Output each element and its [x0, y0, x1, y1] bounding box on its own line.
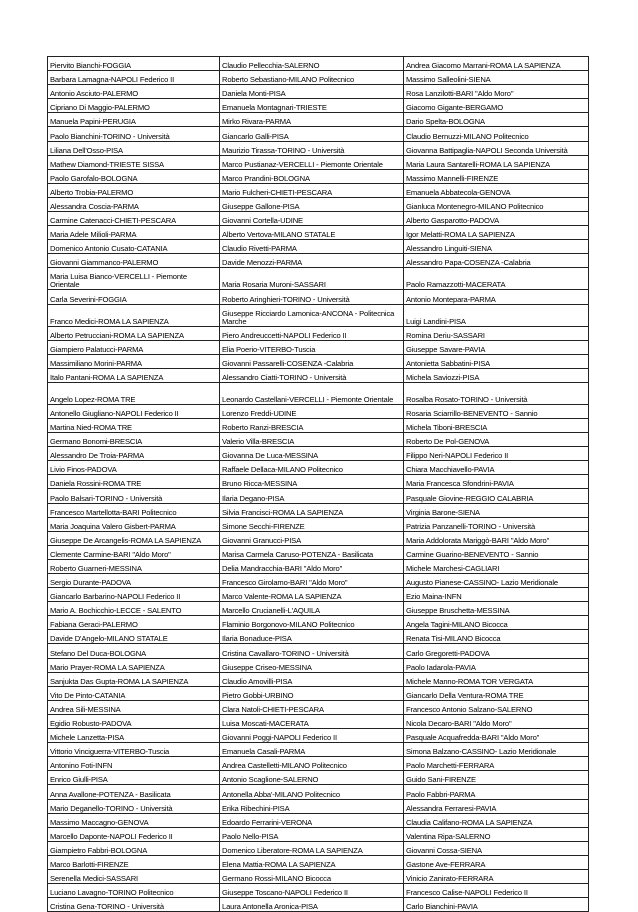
- table-row: [48, 254, 589, 268]
- table-cell: Andrea Giacomo Marrani-ROMA LA SAPIENZA: [404, 57, 589, 71]
- table-row: [48, 169, 589, 183]
- table-cell: Maria Joaquina Valero Gisbert-PARMA: [48, 517, 220, 531]
- table-cell: Michele Marchesi-CAGLIARI: [404, 559, 589, 573]
- table-cell: Antonella Abba'-MILANO Politecnico: [220, 785, 404, 799]
- table-row: [48, 57, 589, 71]
- table-row: [48, 304, 589, 326]
- table-cell: Mathew Diamond-TRIESTE SISSA: [48, 155, 220, 169]
- table-cell: Daniela Monti-PISA: [220, 85, 404, 99]
- names-table-container: [47, 56, 588, 912]
- table-row: [48, 489, 589, 503]
- table-cell: Roberto De Pol-GENOVA: [404, 433, 589, 447]
- table-row: [48, 799, 589, 813]
- table-cell: Flaminio Borgonovo-MILANO Politecnico: [220, 616, 404, 630]
- table-cell: Angela Tagini-MILANO Bicocca: [404, 616, 589, 630]
- table-cell: Antonietta Sabbatini-PISA: [404, 354, 589, 368]
- table-cell: Maria Francesca Sfondrini-PAVIA: [404, 475, 589, 489]
- table-row: [48, 630, 589, 644]
- table-cell: Enrico Giulli-PISA: [48, 771, 220, 785]
- table-cell: Giuseppe De Arcangelis-ROMA LA SAPIENZA: [48, 531, 220, 545]
- table-cell: Pasquale Giovine-REGGIO CALABRIA: [404, 489, 589, 503]
- table-cell: Giuseppe Toscano-NAPOLI Federico II: [220, 884, 404, 898]
- table-cell: Domenico Antonio Cusato-CATANIA: [48, 240, 220, 254]
- table-row: [48, 85, 589, 99]
- table-cell: Emanuela Abbatecola-GENOVA: [404, 183, 589, 197]
- table-cell: Chiara Macchiavello-PAVIA: [404, 461, 589, 475]
- table-row: [48, 99, 589, 113]
- table-cell: Michela Tiboni-BRESCIA: [404, 418, 589, 432]
- table-cell: Mario Fulcheri-CHIETI-PESCARA: [220, 183, 404, 197]
- table-cell: Raffaele Dellaca-MILANO Politecnico: [220, 461, 404, 475]
- table-cell: Luisa Moscati-MACERATA: [220, 714, 404, 728]
- table-cell: Roberto Ranzi-BRESCIA: [220, 418, 404, 432]
- table-cell: Giancarlo Della Ventura-ROMA TRE: [404, 686, 589, 700]
- table-cell: Giovanni Passarelli-COSENZA -Calabria: [220, 354, 404, 368]
- table-cell: Alessandro Linguiti-SIENA: [404, 240, 589, 254]
- table-cell: Paolo Marchetti-FERRARA: [404, 757, 589, 771]
- table-cell: Cristina Gena-TORINO - Università: [48, 898, 220, 912]
- table-row: [48, 183, 589, 197]
- table-cell: Giancarlo Barbarino-NAPOLI Federico II: [48, 588, 220, 602]
- table-cell: Patrizia Panzanelli-TORINO - Università: [404, 517, 589, 531]
- table-cell: Franco Medici-ROMA LA SAPIENZA: [48, 304, 220, 326]
- table-row: [48, 841, 589, 855]
- table-cell: Massimo Salleolini-SIENA: [404, 71, 589, 85]
- table-cell: Gastone Ave-FERRARA: [404, 855, 589, 869]
- table-row: [48, 714, 589, 728]
- table-cell: Liliana Dell'Osso-PISA: [48, 141, 220, 155]
- table-row: [48, 290, 589, 304]
- table-cell: Rosalba Rosato-TORINO - Università: [404, 382, 589, 404]
- table-cell: Livio Finos-PADOVA: [48, 461, 220, 475]
- table-cell: Valerio Villa-BRESCIA: [220, 433, 404, 447]
- table-cell: Gianluca Montenegro-MILANO Politecnico: [404, 197, 589, 211]
- table-cell: Michele Manno-ROMA TOR VERGATA: [404, 672, 589, 686]
- table-cell: Maria Addolorata Mariggò-BARI "Aldo Moro": [404, 531, 589, 545]
- table-row: [48, 368, 589, 382]
- table-cell: Sanjukta Das Gupta-ROMA LA SAPIENZA: [48, 672, 220, 686]
- table-cell: Claudio Bernuzzi-MILANO Politecnico: [404, 127, 589, 141]
- table-cell: Elena Mattia-ROMA LA SAPIENZA: [220, 855, 404, 869]
- names-table: [47, 56, 589, 912]
- table-row: [48, 382, 589, 404]
- table-row: [48, 354, 589, 368]
- table-cell: Mario Deganello-TORINO - Università: [48, 799, 220, 813]
- table-cell: Igor Melatti-ROMA LA SAPIENZA: [404, 226, 589, 240]
- table-row: [48, 240, 589, 254]
- table-cell: Paolo Fabbri-PARMA: [404, 785, 589, 799]
- table-cell: Leonardo Castellani-VERCELLI - Piemonte Orientale: [220, 382, 404, 404]
- table-row: [48, 447, 589, 461]
- table-cell: Giuseppe Gallone-PISA: [220, 197, 404, 211]
- table-cell: Luigi Landini-PISA: [404, 304, 589, 326]
- table-cell: Rosaria Sciarrillo-BENEVENTO - Sannio: [404, 404, 589, 418]
- names-table-body: [48, 57, 589, 912]
- table-row: [48, 729, 589, 743]
- table-row: [48, 197, 589, 211]
- table-cell: Marcello Crucianelli-L'AQUILA: [220, 602, 404, 616]
- table-cell: Alessandro Ciatti-TORINO - Università: [220, 368, 404, 382]
- table-cell: Maria Luisa Bianco-VERCELLI - Piemonte Orientale: [48, 268, 220, 290]
- table-cell: Simona Balzano-CASSINO- Lazio Meridionale: [404, 743, 589, 757]
- table-cell: Emanuela Casali-PARMA: [220, 743, 404, 757]
- table-cell: Angelo Lopez-ROMA TRE: [48, 382, 220, 404]
- table-cell: Martina Nied-ROMA TRE: [48, 418, 220, 432]
- table-row: [48, 268, 589, 290]
- table-cell: Carla Severini-FOGGIA: [48, 290, 220, 304]
- table-cell: Ezio Maina-INFN: [404, 588, 589, 602]
- table-cell: Paolo Bianchini-TORINO - Università: [48, 127, 220, 141]
- table-cell: Cipriano Di Maggio-PALERMO: [48, 99, 220, 113]
- table-row: [48, 326, 589, 340]
- table-cell: Giovanni Cossa-SIENA: [404, 841, 589, 855]
- table-row: [48, 700, 589, 714]
- table-cell: Alberto Vertova-MILANO STATALE: [220, 226, 404, 240]
- table-cell: Carlo Gregoretti-PADOVA: [404, 644, 589, 658]
- table-cell: Mario A. Bochicchio-LECCE - SALENTO: [48, 602, 220, 616]
- table-cell: Germano Rossi-MILANO Bicocca: [220, 869, 404, 883]
- table-cell: Giuseppe Criseo-MESSINA: [220, 658, 404, 672]
- table-cell: Mario Prayer-ROMA LA SAPIENZA: [48, 658, 220, 672]
- table-cell: Vito De Pinto-CATANIA: [48, 686, 220, 700]
- table-cell: Giovanni Poggi-NAPOLI Federico II: [220, 729, 404, 743]
- table-cell: Francesco Antonio Salzano-SALERNO: [404, 700, 589, 714]
- table-cell: Andrea Castelletti-MILANO Politecnico: [220, 757, 404, 771]
- table-row: [48, 813, 589, 827]
- table-cell: Paolo Garofalo-BOLOGNA: [48, 169, 220, 183]
- table-cell: Giovanni Cortella-UDINE: [220, 212, 404, 226]
- table-cell: Francesco Calise-NAPOLI Federico II: [404, 884, 589, 898]
- table-cell: Luciano Lavagno-TORINO Politecnico: [48, 884, 220, 898]
- table-cell: Dario Spelta-BOLOGNA: [404, 113, 589, 127]
- table-cell: Alessandra Coscia-PARMA: [48, 197, 220, 211]
- table-cell: Antonio Asciuto-PALERMO: [48, 85, 220, 99]
- table-cell: Roberto Sebastiano-MILANO Politecnico: [220, 71, 404, 85]
- table-cell: Paolo Ramazzotti-MACERATA: [404, 268, 589, 290]
- table-row: [48, 113, 589, 127]
- table-cell: Augusto Pianese-CASSINO- Lazio Meridionale: [404, 574, 589, 588]
- table-cell: Maria Adele Milioli-PARMA: [48, 226, 220, 240]
- table-cell: Carmine Guarino-BENEVENTO - Sannio: [404, 545, 589, 559]
- table-cell: Nicola Decaro-BARI "Aldo Moro": [404, 714, 589, 728]
- table-cell: Virginia Barone-SIENA: [404, 503, 589, 517]
- table-row: [48, 686, 589, 700]
- table-cell: Marco Pustianaz-VERCELLI - Piemonte Orientale: [220, 155, 404, 169]
- table-row: [48, 574, 589, 588]
- table-row: [48, 517, 589, 531]
- table-cell: Vinicio Zanirato-FERRARA: [404, 869, 589, 883]
- table-cell: Alessandra Ferraresi-PAVIA: [404, 799, 589, 813]
- table-cell: Antonio Montepara-PARMA: [404, 290, 589, 304]
- table-cell: Renata Tisi-MILANO Bicocca: [404, 630, 589, 644]
- table-cell: Domenico Liberatore-ROMA LA SAPIENZA: [220, 841, 404, 855]
- table-cell: Antonino Foti-INFN: [48, 757, 220, 771]
- table-cell: Alessandro Papa-COSENZA -Calabria: [404, 254, 589, 268]
- table-cell: Antonio Scaglione-SALERNO: [220, 771, 404, 785]
- table-row: [48, 616, 589, 630]
- table-cell: Piero Andreuccetti-NAPOLI Federico II: [220, 326, 404, 340]
- table-cell: Claudia Califano-ROMA LA SAPIENZA: [404, 813, 589, 827]
- table-row: [48, 127, 589, 141]
- table-cell: Carmine Catenacci-CHIETI-PESCARA: [48, 212, 220, 226]
- table-cell: Giovanni Granucci-PISA: [220, 531, 404, 545]
- table-cell: Elia Poerio-VITERBO-Tuscia: [220, 340, 404, 354]
- table-cell: Giuseppe Bruschetta-MESSINA: [404, 602, 589, 616]
- table-cell: Giuseppe Savare-PAVIA: [404, 340, 589, 354]
- table-cell: Fabiana Geraci-PALERMO: [48, 616, 220, 630]
- table-cell: Simone Secchi-FIRENZE: [220, 517, 404, 531]
- table-cell: Massimiliano Morini-PARMA: [48, 354, 220, 368]
- table-cell: Michele Lanzetta-PISA: [48, 729, 220, 743]
- table-row: [48, 827, 589, 841]
- table-row: [48, 545, 589, 559]
- table-cell: Maria Laura Santarelli-ROMA LA SAPIENZA: [404, 155, 589, 169]
- table-cell: Paolo Nello-PISA: [220, 827, 404, 841]
- table-row: [48, 658, 589, 672]
- table-cell: Italo Pantani-ROMA LA SAPIENZA: [48, 368, 220, 382]
- table-row: [48, 785, 589, 799]
- table-row: [48, 503, 589, 517]
- table-cell: Marcello Daponte-NAPOLI Federico II: [48, 827, 220, 841]
- table-cell: Clara Natoli-CHIETI-PESCARA: [220, 700, 404, 714]
- table-cell: Emanuela Montagnari-TRIESTE: [220, 99, 404, 113]
- table-cell: Marco Barlotti-FIRENZE: [48, 855, 220, 869]
- table-row: [48, 644, 589, 658]
- table-row: [48, 531, 589, 545]
- table-cell: Alberto Petrucciani-ROMA LA SAPIENZA: [48, 326, 220, 340]
- table-cell: Giuseppe Ricciardo Lamonica-ANCONA - Politecnica Marche: [220, 304, 404, 326]
- table-cell: Claudio Amovilli-PISA: [220, 672, 404, 686]
- table-row: [48, 855, 589, 869]
- table-cell: Sergio Durante-PADOVA: [48, 574, 220, 588]
- table-row: [48, 461, 589, 475]
- table-cell: Serenella Medici-SASSARI: [48, 869, 220, 883]
- table-row: [48, 602, 589, 616]
- table-cell: Maria Rosaria Muroni-SASSARI: [220, 268, 404, 290]
- table-row: [48, 884, 589, 898]
- table-cell: Filippo Neri-NAPOLI Federico II: [404, 447, 589, 461]
- table-row: [48, 672, 589, 686]
- table-cell: Carlo Bianchini-PAVIA: [404, 898, 589, 912]
- table-cell: Erika Ribechini-PISA: [220, 799, 404, 813]
- table-cell: Silvia Francisci-ROMA LA SAPIENZA: [220, 503, 404, 517]
- table-row: [48, 743, 589, 757]
- table-cell: Alberto Trobia-PALERMO: [48, 183, 220, 197]
- table-row: [48, 588, 589, 602]
- table-cell: Giovanna Battipaglia-NAPOLI Seconda Università: [404, 141, 589, 155]
- table-cell: Michela Saviozzi-PISA: [404, 368, 589, 382]
- table-cell: Massimo Maccagno-GENOVA: [48, 813, 220, 827]
- table-row: [48, 226, 589, 240]
- table-row: [48, 433, 589, 447]
- table-cell: Francesco Girolamo-BARI "Aldo Moro": [220, 574, 404, 588]
- table-cell: Laura Antonella Aronica-PISA: [220, 898, 404, 912]
- table-cell: Romina Deriu-SASSARI: [404, 326, 589, 340]
- table-cell: Mirko Rivara-PARMA: [220, 113, 404, 127]
- table-cell: Cristina Cavallaro-TORINO - Università: [220, 644, 404, 658]
- table-cell: Delia Mandracchia-BARI "Aldo Moro": [220, 559, 404, 573]
- table-cell: Davide Menozzi-PARMA: [220, 254, 404, 268]
- table-cell: Roberto Guarneri-MESSINA: [48, 559, 220, 573]
- table-cell: Giampietro Fabbri-BOLOGNA: [48, 841, 220, 855]
- table-row: [48, 418, 589, 432]
- table-cell: Alessandro De Troia-PARMA: [48, 447, 220, 461]
- table-row: [48, 155, 589, 169]
- table-row: [48, 898, 589, 912]
- table-cell: Andrea Sili-MESSINA: [48, 700, 220, 714]
- table-cell: Bruno Ricca-MESSINA: [220, 475, 404, 489]
- table-cell: Francesco Martellotta-BARI Politecnico: [48, 503, 220, 517]
- table-cell: Davide D'Angelo-MILANO STATALE: [48, 630, 220, 644]
- table-row: [48, 475, 589, 489]
- table-cell: Vittorio Vinciguerra-VITERBO-Tuscia: [48, 743, 220, 757]
- table-cell: Antonello Giugliano-NAPOLI Federico II: [48, 404, 220, 418]
- table-cell: Massimo Mannelli-FIRENZE: [404, 169, 589, 183]
- table-cell: Paolo Iadarola-PAVIA: [404, 658, 589, 672]
- table-cell: Giovanna De Luca-MESSINA: [220, 447, 404, 461]
- table-cell: Lorenzo Freddi-UDINE: [220, 404, 404, 418]
- table-row: [48, 771, 589, 785]
- table-cell: Maurizio Tirassa-TORINO - Università: [220, 141, 404, 155]
- table-cell: Barbara Lamagna-NAPOLI Federico II: [48, 71, 220, 85]
- table-cell: Pasquale Acquafredda-BARI "Aldo Moro": [404, 729, 589, 743]
- table-cell: Manuela Papini-PERUGIA: [48, 113, 220, 127]
- table-row: [48, 71, 589, 85]
- table-row: [48, 340, 589, 354]
- table-cell: Giacomo Gigante-BERGAMO: [404, 99, 589, 113]
- table-cell: Marisa Carmela Caruso-POTENZA - Basilicata: [220, 545, 404, 559]
- table-cell: Stefano Del Duca-BOLOGNA: [48, 644, 220, 658]
- table-cell: Rosa Lanzilotti-BARI "Aldo Moro": [404, 85, 589, 99]
- table-cell: Giampiero Palatucci-PARMA: [48, 340, 220, 354]
- table-row: [48, 559, 589, 573]
- table-row: [48, 212, 589, 226]
- table-cell: Roberto Aringhieri-TORINO - Università: [220, 290, 404, 304]
- table-cell: Egidio Robusto-PADOVA: [48, 714, 220, 728]
- table-cell: Ilaria Degano-PISA: [220, 489, 404, 503]
- table-cell: Alberto Gasparotto-PADOVA: [404, 212, 589, 226]
- table-cell: Piervito Bianchi-FOGGIA: [48, 57, 220, 71]
- table-cell: Paolo Balsari-TORINO - Università: [48, 489, 220, 503]
- table-cell: Marco Valente-ROMA LA SAPIENZA: [220, 588, 404, 602]
- table-row: [48, 757, 589, 771]
- table-row: [48, 869, 589, 883]
- table-cell: Guido Sani-FIRENZE: [404, 771, 589, 785]
- table-cell: Edoardo Ferrarini-VERONA: [220, 813, 404, 827]
- table-cell: Claudio Rivetti-PARMA: [220, 240, 404, 254]
- table-cell: Daniela Rossini-ROMA TRE: [48, 475, 220, 489]
- table-cell: Valentina Ripa-SALERNO: [404, 827, 589, 841]
- table-cell: Giancarlo Galli-PISA: [220, 127, 404, 141]
- table-cell: Anna Avallone-POTENZA - Basilicata: [48, 785, 220, 799]
- table-cell: Pietro Gobbi-URBINO: [220, 686, 404, 700]
- table-cell: Marco Prandini-BOLOGNA: [220, 169, 404, 183]
- table-row: [48, 141, 589, 155]
- table-cell: Ilaria Bonaduce-PISA: [220, 630, 404, 644]
- table-row: [48, 404, 589, 418]
- table-cell: Giovanni Giammanco-PALERMO: [48, 254, 220, 268]
- table-cell: Claudio Pellecchia-SALERNO: [220, 57, 404, 71]
- table-cell: Germano Bonomi-BRESCIA: [48, 433, 220, 447]
- table-cell: Clemente Carmine-BARI "Aldo Moro": [48, 545, 220, 559]
